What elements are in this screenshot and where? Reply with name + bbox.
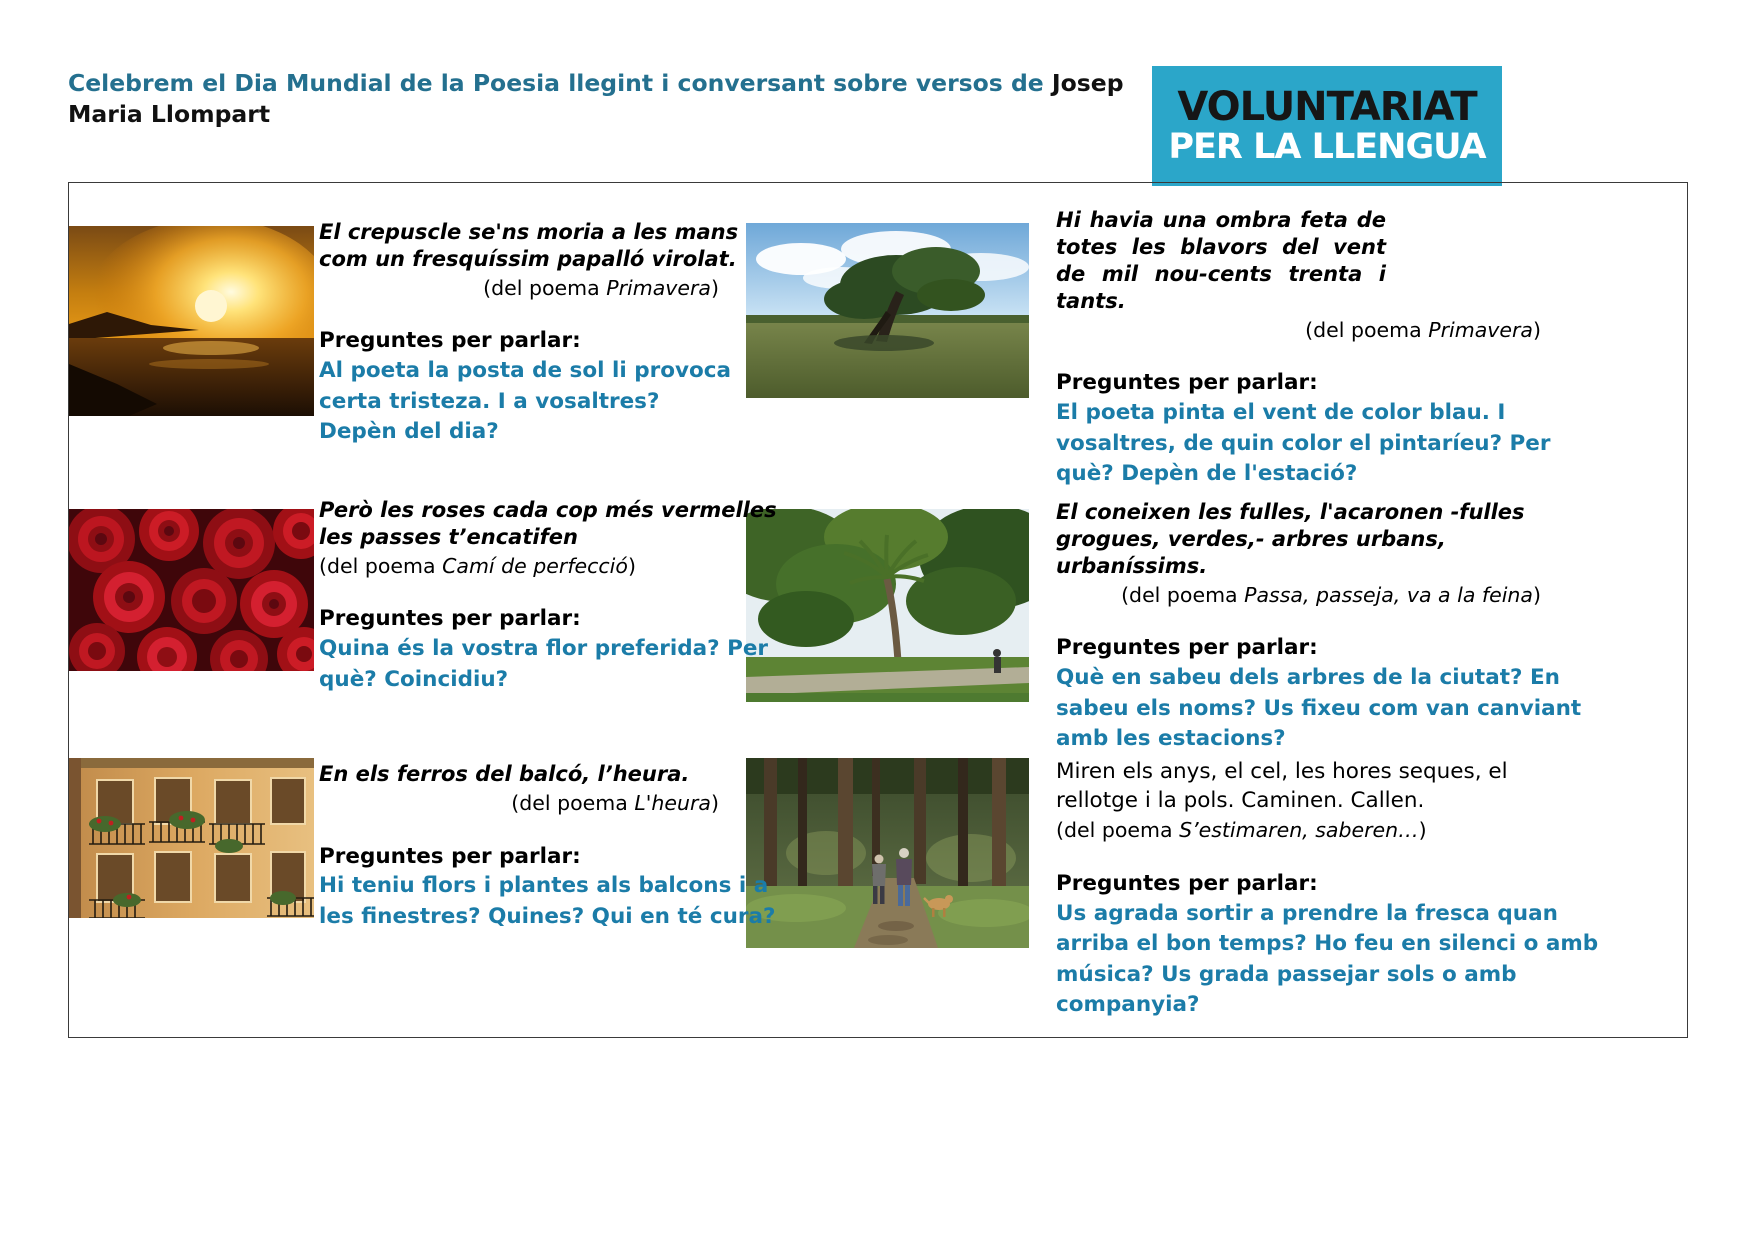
poem-title: Passa, passeja, va a la feina [1244, 582, 1533, 607]
questions-text: Hi teniu flors i plantes als balcons i a les finestres? Quines? Qui en té cura? [319, 873, 776, 929]
questions-label: Preguntes per parlar: [1056, 370, 1318, 396]
poem-quote: Però les roses cada cop més vermelles les passes t’encatifen [319, 498, 777, 549]
poem-quote: Hi havia una ombra feta de totes les blavors del vent de mil nou-cents trenta i tants. [1056, 208, 1386, 313]
questions-text: Al poeta la posta de sol li provoca certa tristeza. I a vosaltres? Depèn del dia? [319, 358, 732, 445]
poem-source: (del poema S’estimaren, saberen…) [1056, 818, 1427, 843]
poem-source: (del poema L'heura) [511, 790, 719, 815]
questions-label: Preguntes per parlar: [1056, 635, 1318, 661]
poem-title: Primavera [606, 275, 711, 300]
poem-quote: El coneixen les fulles, l'acaronen -fulles grogues, verdes,- arbres urbans, urbaníssims. [1056, 500, 1525, 578]
poem-source: (del poema Primavera) [483, 275, 719, 300]
balcony-ivy-photo [69, 758, 314, 918]
logo-line1: VOLUNTARIAT [1177, 84, 1477, 130]
poem-title: Camí de perfecció [442, 553, 628, 578]
questions-text: Què en sabeu dels arbres de la ciutat? En sabeu els noms? Us fixeu com van canviant amb les estacions? [1056, 665, 1582, 752]
poem-cell-roses [319, 497, 799, 695]
poem-cell-walk [1056, 757, 1601, 1021]
poem-cell-wind [1056, 207, 1601, 490]
voluntariat-logo [1152, 66, 1502, 186]
poem-source: (del poema Passa, passeja, va a la feina) [1121, 582, 1541, 607]
poem-quote: El crepuscle se'ns moria a les mans com un fresquíssim papalló virolat. [319, 220, 739, 271]
questions-text: El poeta pinta el vent de color blau. I vosaltres, de quin color el pintaríeu? Per què? Depèn de l'estació? [1056, 400, 1551, 487]
questions-text: Quina és la vostra flor preferida? Per què? Coincidiu? [319, 636, 769, 692]
poem-cell-sunset [319, 219, 789, 448]
sunset-over-sea-photo [69, 226, 314, 416]
poem-title: S’estimaren, saberen… [1179, 818, 1419, 843]
questions-label: Preguntes per parlar: [1056, 870, 1318, 896]
poem-cell-city-trees [1056, 499, 1601, 755]
poem-quote: Miren els anys, el cel, les hores seques, el rellotge i la pols. Caminen. Callen. [1056, 759, 1508, 814]
poem-cell-balcony [319, 761, 789, 932]
poem-source: (del poema Camí de perfecció) [319, 553, 636, 578]
poem-source: (del poema Primavera) [1305, 317, 1541, 342]
questions-label: Preguntes per parlar: [319, 843, 581, 869]
poem-title: Primavera [1428, 317, 1533, 342]
questions-text: Us agrada sortir a prendre la fresca quan arriba el bon temps? Ho feu en silenci o amb música? Us grada passejar sols o amb companyia? [1056, 900, 1599, 1018]
poem-title: L'heura [634, 790, 711, 815]
poem-quote: En els ferros del balcó, l’heura. [319, 762, 690, 786]
red-roses-photo [69, 509, 314, 671]
content-box [68, 182, 1688, 1038]
title-author: Josep Maria Llompart [68, 69, 1124, 128]
logo-line2: PER LA LLENGUA [1168, 127, 1486, 167]
questions-label: Preguntes per parlar: [319, 328, 581, 354]
questions-label: Preguntes per parlar: [319, 606, 581, 632]
title-highlight: Celebrem el Dia Mundial de la Poesia llegint i conversant sobre versos de [68, 69, 1044, 97]
page-title [68, 68, 1148, 129]
